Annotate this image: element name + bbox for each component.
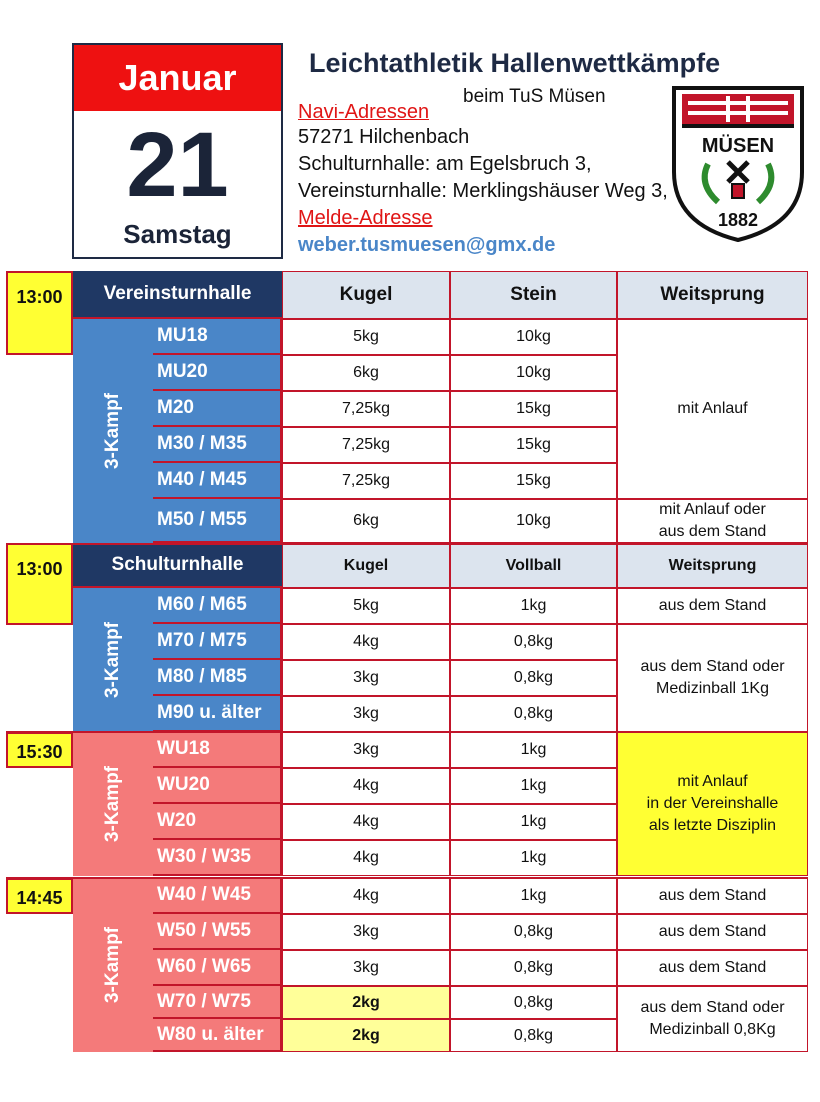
calendar-sheet <box>72 43 283 259</box>
class-label: W70 / W75 <box>153 986 282 1019</box>
kugel-value: 6kg <box>282 355 450 391</box>
vollball-value: 1kg <box>450 588 617 624</box>
address-club-hall: Vereinsturnhalle: Merklingshäuser Weg 3, <box>298 180 668 202</box>
kugel-value-highlight: 2kg <box>282 986 450 1019</box>
class-label: WU18 <box>153 732 282 768</box>
weitsprung-note: aus dem Stand <box>617 914 808 950</box>
stein-value: 10kg <box>450 319 617 355</box>
entry-address-label: Melde-Adresse <box>298 207 433 229</box>
weitsprung-note-highlight: mit Anlauf in der Vereinshalle als letzte Disziplin <box>617 732 808 876</box>
vollball-value: 0,8kg <box>450 986 617 1019</box>
weitsprung-note: aus dem Stand <box>617 878 808 914</box>
vollball-value: 0,8kg <box>450 624 617 660</box>
column-header-weitsprung: Weitsprung <box>617 271 808 319</box>
time-badge-section2: 13:00 <box>6 543 73 625</box>
class-label: M20 <box>153 391 282 427</box>
column-header-weitsprung: Weitsprung <box>617 543 808 588</box>
page-title: Leichtathletik Hallenwettkämpfe <box>309 48 721 78</box>
kugel-value: 3kg <box>282 732 450 768</box>
group-label-section3: 3-Kampf <box>73 732 153 876</box>
vollball-value: 1kg <box>450 804 617 840</box>
kugel-value: 6kg <box>282 499 450 543</box>
class-label: M30 / M35 <box>153 427 282 463</box>
class-label: M80 / M85 <box>153 660 282 696</box>
class-label: W50 / W55 <box>153 914 282 950</box>
class-label: W30 / W35 <box>153 840 282 876</box>
time-badge-section1: 13:00 <box>6 271 73 355</box>
kugel-value: 4kg <box>282 804 450 840</box>
kugel-value: 7,25kg <box>282 463 450 499</box>
vollball-value: 1kg <box>450 878 617 914</box>
page-subtitle: beim TuS Müsen <box>463 86 606 107</box>
calendar-weekday: Samstag <box>123 219 232 249</box>
kugel-value: 3kg <box>282 950 450 986</box>
class-label: M70 / M75 <box>153 624 282 660</box>
logo-top-text: MÜSEN <box>701 135 775 157</box>
column-header-stein: Stein <box>450 271 617 319</box>
section-divider <box>6 877 808 879</box>
time-badge-section3: 15:30 <box>6 732 73 768</box>
stein-value: 15kg <box>450 463 617 499</box>
venue-header-section2: Schulturnhalle <box>73 543 282 588</box>
kugel-value: 4kg <box>282 878 450 914</box>
stein-value: 10kg <box>450 355 617 391</box>
weitsprung-note: aus dem Stand oder Medizinball 1Kg <box>617 624 808 732</box>
weitsprung-note: mit Anlauf oder aus dem Stand <box>617 499 808 543</box>
stein-value: 10kg <box>450 499 617 543</box>
kugel-value-highlight: 2kg <box>282 1019 450 1052</box>
section-divider <box>6 543 808 545</box>
address-city: 57271 Hilchenbach <box>298 126 470 148</box>
vollball-value: 0,8kg <box>450 914 617 950</box>
section-divider <box>6 731 808 733</box>
group-label-section4: 3-Kampf <box>73 878 153 1052</box>
vollball-value: 0,8kg <box>450 1019 617 1052</box>
kugel-value: 3kg <box>282 660 450 696</box>
vollball-value: 0,8kg <box>450 696 617 732</box>
column-header-vollball: Vollball <box>450 543 617 588</box>
entry-email-link[interactable]: weber.tusmuesen@gmx.de <box>298 234 556 256</box>
kugel-value: 7,25kg <box>282 391 450 427</box>
class-label: W60 / W65 <box>153 950 282 986</box>
navi-address-label: Navi-Adressen <box>298 104 430 120</box>
vollball-value: 1kg <box>450 732 617 768</box>
class-label: W20 <box>153 804 282 840</box>
stein-value: 15kg <box>450 391 617 427</box>
column-header-kugel: Kugel <box>282 271 450 319</box>
weitsprung-note: aus dem Stand oder Medizinball 0,8Kg <box>617 986 808 1052</box>
weitsprung-note: mit Anlauf <box>617 319 808 499</box>
class-label: W80 u. älter <box>153 1019 282 1052</box>
kugel-value: 3kg <box>282 914 450 950</box>
venue-header-section1: Vereinsturnhalle <box>73 271 282 319</box>
class-label: M40 / M45 <box>153 463 282 499</box>
kugel-value: 5kg <box>282 319 450 355</box>
weitsprung-note: aus dem Stand <box>617 950 808 986</box>
vollball-value: 0,8kg <box>450 660 617 696</box>
group-label-section2: 3-Kampf <box>73 588 153 732</box>
kugel-value: 4kg <box>282 768 450 804</box>
kugel-value: 5kg <box>282 588 450 624</box>
weitsprung-note: aus dem Stand <box>617 588 808 624</box>
calendar-month: Januar <box>74 45 281 111</box>
group-label-section1: 3-Kampf <box>73 319 153 543</box>
kugel-value: 3kg <box>282 696 450 732</box>
stein-value: 15kg <box>450 427 617 463</box>
logo-year: 1882 <box>717 210 759 230</box>
column-header-kugel: Kugel <box>282 543 450 588</box>
kugel-value: 7,25kg <box>282 427 450 463</box>
kugel-value: 4kg <box>282 840 450 876</box>
calendar-day: 21 <box>126 114 229 216</box>
class-label: M50 / M55 <box>153 499 282 543</box>
address-school-hall: Schulturnhalle: am Egelsbruch 3, <box>298 153 592 175</box>
kugel-value: 4kg <box>282 624 450 660</box>
club-logo-icon <box>668 84 808 244</box>
class-label: WU20 <box>153 768 282 804</box>
time-badge-section4: 14:45 <box>6 878 73 914</box>
class-label: M60 / M65 <box>153 588 282 624</box>
class-label: MU18 <box>153 319 282 355</box>
class-label: M90 u. älter <box>153 696 282 732</box>
vollball-value: 0,8kg <box>450 950 617 986</box>
class-label: MU20 <box>153 355 282 391</box>
vollball-value: 1kg <box>450 768 617 804</box>
class-label: W40 / W45 <box>153 878 282 914</box>
vollball-value: 1kg <box>450 840 617 876</box>
